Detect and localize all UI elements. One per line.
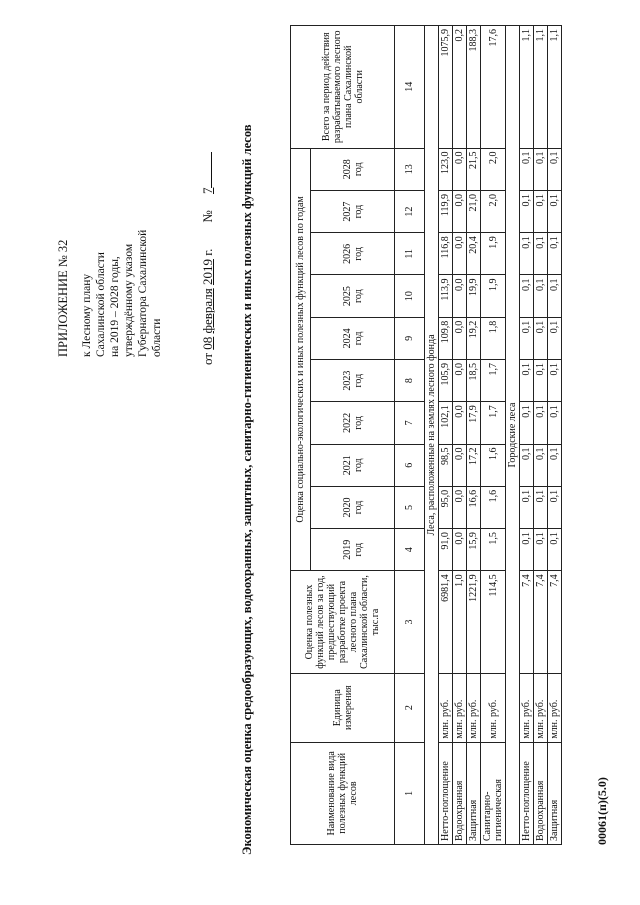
function-name: Санитарно-гигиеническая	[481, 742, 506, 844]
year-value: 116,8	[439, 233, 453, 275]
year-value: 2,0	[481, 190, 506, 232]
function-name: Нетто-поглощение	[520, 742, 534, 844]
table-body	[425, 26, 562, 845]
year-value: 0,1	[534, 148, 548, 190]
section-title: Городские леса	[506, 26, 520, 845]
total-value: 17,6	[481, 26, 506, 149]
header-year: 2023 год	[311, 360, 395, 402]
year-value: 19,2	[467, 317, 481, 359]
year-value: 0,1	[520, 317, 534, 359]
section-title: Леса, расположенные на землях лесного фонда	[425, 26, 439, 845]
function-name: Защитная	[467, 742, 481, 844]
year-value: 0,1	[534, 190, 548, 232]
prior-value: 7,4	[520, 571, 534, 673]
prior-value: 1,0	[453, 571, 467, 673]
year-value: 0,1	[534, 486, 548, 528]
year-value: 0,1	[548, 360, 562, 402]
year-value: 21,5	[467, 148, 481, 190]
document-title: Экономическая оценка средообразующих, водоохранных, защитных, санитарно-гигиенических и иных полезных функций лесов	[240, 124, 254, 855]
total-value: 188,3	[467, 26, 481, 149]
year-value: 0,0	[453, 529, 467, 571]
appendix-line: Губернатора Сахалинской	[137, 229, 149, 357]
year-value: 0,0	[453, 148, 467, 190]
year-value: 1,5	[481, 529, 506, 571]
table-row	[520, 26, 534, 845]
year-value: 0,1	[534, 360, 548, 402]
header-prior: Оценка полезных функций лесов за год, предшествующий разработке проекта лесного плана Сахалинской области, тыс.га	[291, 571, 395, 673]
year-value: 0,0	[453, 190, 467, 232]
year-value: 0,1	[548, 402, 562, 444]
year-value: 0,1	[548, 317, 562, 359]
unit-cell: млн. руб.	[467, 673, 481, 742]
header-group: Оценка социально-экологических и иных полезных функций лесов по годам	[291, 148, 311, 571]
header-total: Всего за период действия разрабатываемого лесного плана Сахалинской области	[291, 26, 395, 149]
year-value: 0,1	[548, 486, 562, 528]
header-unit: Единица измерения	[291, 673, 395, 742]
year-value: 0,0	[453, 402, 467, 444]
year-value: 0,0	[453, 486, 467, 528]
year-value: 0,1	[520, 529, 534, 571]
column-number: 8	[395, 360, 425, 402]
year-value: 0,1	[534, 233, 548, 275]
year-value: 2,0	[481, 148, 506, 190]
year-value: 0,1	[520, 233, 534, 275]
year-value: 0,0	[453, 317, 467, 359]
appendix-line: к Лесному плану	[81, 273, 93, 357]
column-number: 9	[395, 317, 425, 359]
header-year: 2028 год	[311, 148, 395, 190]
prior-value: 7,4	[534, 571, 548, 673]
date-month: февраля	[200, 288, 215, 334]
prior-value: 6981,4	[439, 571, 453, 673]
column-number: 2	[395, 673, 425, 742]
year-value: 109,8	[439, 317, 453, 359]
unit-cell: млн. руб.	[481, 673, 506, 742]
decree-number: 7	[200, 187, 215, 195]
year-value: 21,0	[467, 190, 481, 232]
year-value: 1,6	[481, 486, 506, 528]
header-year: 2026 год	[311, 233, 395, 275]
header-year: 2019 год	[311, 529, 395, 571]
header-name: Наименование вида полезных функций лесов	[291, 742, 395, 844]
year-value: 91,0	[439, 529, 453, 571]
function-name: Защитная	[548, 742, 562, 844]
year-value: 0,1	[534, 275, 548, 317]
appendix-line: на 2019 – 2028 годы,	[109, 256, 121, 357]
year-value: 1,9	[481, 233, 506, 275]
appendix-line: Сахалинской области	[95, 252, 107, 357]
year-value: 17,9	[467, 402, 481, 444]
column-number: 11	[395, 233, 425, 275]
year-value: 0,1	[520, 275, 534, 317]
year-value: 0,0	[453, 233, 467, 275]
number-label: №	[200, 210, 215, 223]
table-row	[453, 26, 467, 845]
year-value: 98,5	[439, 444, 453, 486]
total-value: 1,1	[548, 26, 562, 149]
year-value: 119,9	[439, 190, 453, 232]
year-value: 0,1	[548, 444, 562, 486]
date-prefix: от	[200, 352, 215, 365]
year-value: 0,1	[548, 148, 562, 190]
total-value: 1,1	[534, 26, 548, 149]
section-row	[506, 26, 520, 845]
year-value: 0,1	[548, 529, 562, 571]
column-number: 10	[395, 275, 425, 317]
year-value: 0,1	[534, 317, 548, 359]
appendix-line: области	[151, 318, 163, 357]
year-value: 0,0	[453, 275, 467, 317]
total-value: 0,2	[453, 26, 467, 149]
date-year: 2019	[200, 259, 215, 286]
year-value: 0,1	[534, 529, 548, 571]
column-number: 1	[395, 742, 425, 844]
table-row	[439, 26, 453, 845]
date-suffix: г.	[200, 248, 215, 256]
year-value: 0,1	[520, 444, 534, 486]
header-year: 2020 год	[311, 486, 395, 528]
column-number: 13	[395, 148, 425, 190]
unit-cell: млн. руб.	[534, 673, 548, 742]
year-value: 1,7	[481, 360, 506, 402]
column-number: 7	[395, 402, 425, 444]
total-value: 1075,9	[439, 26, 453, 149]
year-value: 0,1	[548, 233, 562, 275]
year-value: 17,2	[467, 444, 481, 486]
column-number: 3	[395, 571, 425, 673]
year-value: 1,9	[481, 275, 506, 317]
unit-cell: млн. руб.	[520, 673, 534, 742]
prior-value: 7,4	[548, 571, 562, 673]
prior-value: 114,5	[481, 571, 506, 673]
table-row	[481, 26, 506, 845]
header-year: 2027 год	[311, 190, 395, 232]
header-year: 2022 год	[311, 402, 395, 444]
column-number: 14	[395, 26, 425, 149]
year-value: 0,1	[534, 444, 548, 486]
year-value: 0,1	[534, 402, 548, 444]
year-value: 113,9	[439, 275, 453, 317]
year-value: 15,9	[467, 529, 481, 571]
prior-value: 1221,9	[467, 571, 481, 673]
valuation-table	[290, 25, 562, 845]
column-number: 5	[395, 486, 425, 528]
year-value: 102,1	[439, 402, 453, 444]
section-row	[425, 26, 439, 845]
year-value: 20,4	[467, 233, 481, 275]
column-number: 4	[395, 529, 425, 571]
year-value: 0,1	[520, 360, 534, 402]
unit-cell: млн. руб.	[453, 673, 467, 742]
year-value: 1,8	[481, 317, 506, 359]
function-name: Водоохранная	[453, 742, 467, 844]
year-value: 1,7	[481, 402, 506, 444]
year-value: 0,0	[453, 444, 467, 486]
date-day: 08	[200, 336, 215, 350]
year-value: 19,9	[467, 275, 481, 317]
function-name: Нетто-поглощение	[439, 742, 453, 844]
year-value: 123,0	[439, 148, 453, 190]
unit-cell: млн. руб.	[439, 673, 453, 742]
year-value: 0,1	[520, 148, 534, 190]
year-value: 1,6	[481, 444, 506, 486]
total-value: 1,1	[520, 26, 534, 149]
year-value: 105,9	[439, 360, 453, 402]
year-value: 0,1	[548, 190, 562, 232]
year-value: 0,0	[453, 360, 467, 402]
column-number: 6	[395, 444, 425, 486]
year-value: 16,6	[467, 486, 481, 528]
appendix-title: ПРИЛОЖЕНИЕ № 32	[56, 239, 70, 357]
year-value: 0,1	[520, 402, 534, 444]
column-number: 12	[395, 190, 425, 232]
year-value: 95,0	[439, 486, 453, 528]
year-value: 0,1	[520, 190, 534, 232]
year-value: 18,5	[467, 360, 481, 402]
year-value: 0,1	[520, 486, 534, 528]
form-code: 00061(п)(5.0)	[595, 777, 609, 845]
header-year: 2021 год	[311, 444, 395, 486]
appendix-line: утверждённому указом	[123, 243, 135, 357]
number-underline	[211, 152, 212, 188]
appendix-block	[56, 57, 164, 357]
table-row	[548, 26, 562, 845]
header-year: 2024 год	[311, 317, 395, 359]
unit-cell: млн. руб.	[548, 673, 562, 742]
year-value: 0,1	[548, 275, 562, 317]
approval-date	[200, 152, 216, 365]
header-year: 2025 год	[311, 275, 395, 317]
function-name: Водоохранная	[534, 742, 548, 844]
table-row	[534, 26, 548, 845]
table-row	[467, 26, 481, 845]
